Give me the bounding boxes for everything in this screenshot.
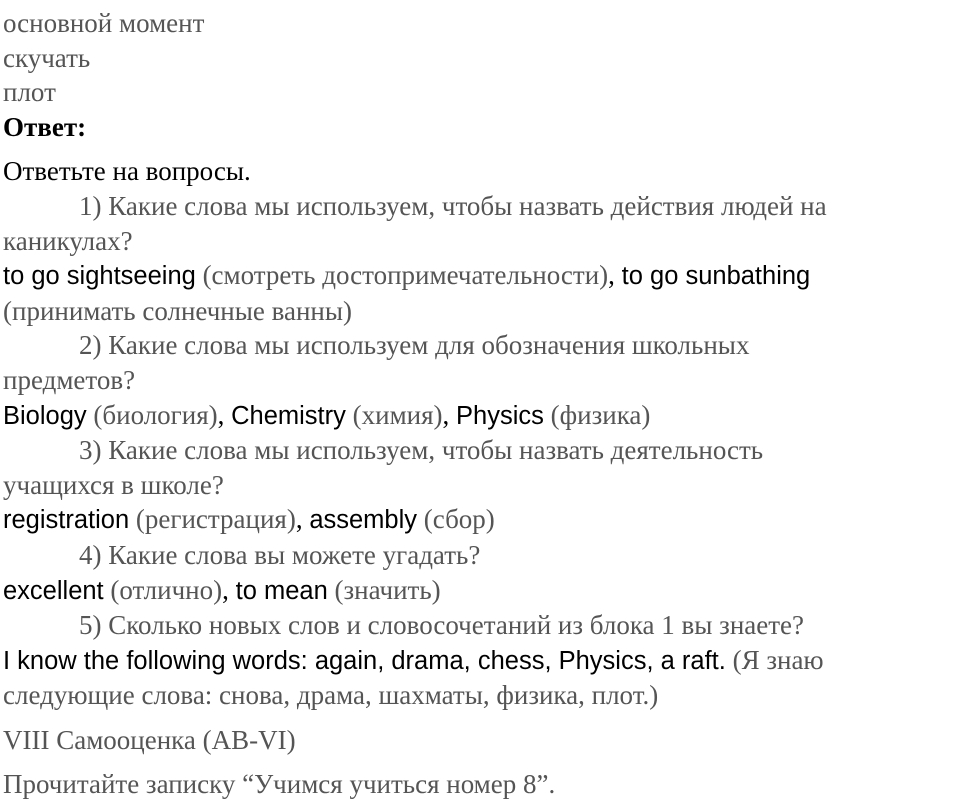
- separator: ,: [295, 504, 303, 535]
- question-2-cont: предметов?: [3, 364, 136, 395]
- separator: ,: [442, 399, 450, 430]
- answer-en: assembly: [309, 506, 418, 535]
- separator: ,: [222, 574, 229, 605]
- answer-en: I know the following words: again, drama, chess, Physics, a raft.: [3, 646, 726, 675]
- question-4: 4) Какие слова вы можете угадать?: [79, 539, 481, 570]
- question-3-cont: учащихся в школе?: [3, 469, 224, 500]
- answer-heading: Ответ:: [3, 111, 87, 142]
- answer-3: [3, 502, 960, 538]
- separator: ,: [217, 399, 225, 430]
- answer-ru: (значить): [334, 574, 441, 605]
- separator: ,: [608, 260, 615, 291]
- question-5: 5) Сколько новых слов и словосочетаний из блока 1 вы знаете?: [79, 610, 805, 641]
- answer-1-cont: (принимать солнечные ванны): [3, 295, 353, 326]
- answer-2: [3, 398, 960, 434]
- word-item: основной момент: [3, 8, 205, 38]
- answer-5-cont: следующие слова: снова, драма, шахматы, физика, плот.): [3, 680, 659, 711]
- answer-ru: (химия): [352, 399, 443, 430]
- top-word-list: [3, 6, 960, 110]
- answer-ru: (физика): [550, 399, 651, 430]
- answer-ru: (Я знаю: [732, 644, 824, 675]
- answer-1: [3, 258, 960, 294]
- answer-ru: (регистрация): [135, 504, 296, 535]
- question-1-cont: каникулах?: [3, 225, 133, 256]
- answer-en: excellent: [3, 576, 104, 605]
- answer-5: [3, 643, 960, 679]
- answer-en: registration: [3, 506, 130, 535]
- answer-en: to go sunbathing: [621, 262, 811, 291]
- answer-ru: (сбор): [423, 504, 495, 535]
- answer-en: to go sightseeing: [3, 262, 196, 291]
- answer-en: to mean: [235, 576, 328, 605]
- answer-ru: (биология): [93, 399, 218, 430]
- question-2: 2) Какие слова мы используем для обозначения школьных: [79, 330, 750, 361]
- answer-ru: (отлично): [110, 574, 223, 605]
- question-1: 1) Какие слова мы используем, чтобы назвать действия людей на: [79, 190, 827, 221]
- section-title: VIII Самооценка (AB-VI): [3, 724, 296, 755]
- instruction-text: Ответьте на вопросы.: [3, 156, 251, 187]
- answer-en: Physics: [456, 401, 544, 430]
- question-3: 3) Какие слова мы используем, чтобы назвать деятельность: [79, 435, 764, 466]
- answer-en: Chemistry: [231, 401, 346, 430]
- answer-en: Biology: [3, 401, 87, 430]
- final-instruction: Прочитайте записку “Учимся учиться номер 8”.: [3, 769, 556, 800]
- word-item: скучать: [3, 42, 91, 73]
- word-item: плот: [3, 77, 56, 108]
- answer-4: [3, 573, 960, 609]
- answer-ru: (смотреть достопримечательности): [202, 260, 609, 291]
